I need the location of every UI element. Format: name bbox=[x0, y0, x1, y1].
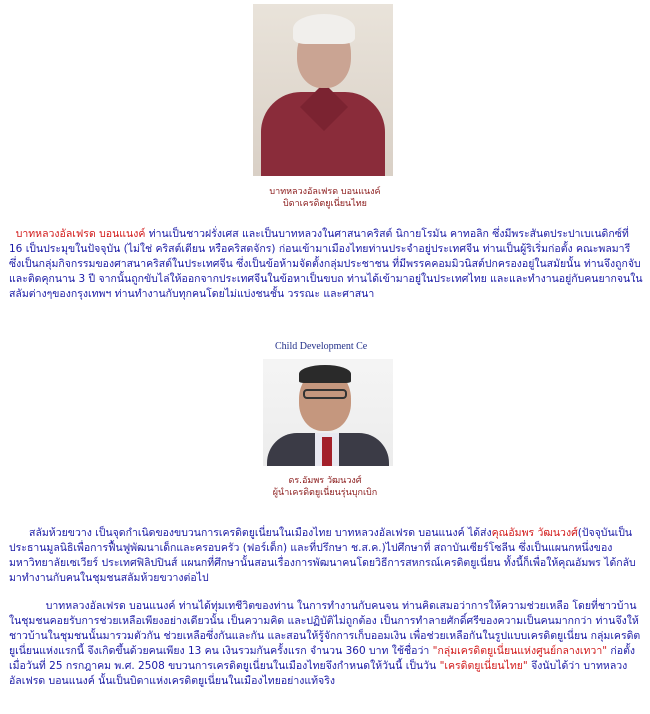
photo2-banner-text: Child Development Ce bbox=[263, 341, 393, 359]
paragraph-huai-khwang bbox=[9, 526, 643, 586]
photo1-hair-shape bbox=[293, 14, 355, 44]
alfred-name-highlight: บาทหลวงอัลเฟรด บอนแนงค์ bbox=[15, 228, 146, 240]
photo1-caption bbox=[200, 186, 450, 210]
photo2-caption bbox=[200, 475, 450, 499]
photo2-caption-line2: ผู้นำเครดิตยูเนี่ยนรุ่นบุกเบิก bbox=[272, 488, 378, 498]
alfred-bonningue-photo bbox=[253, 4, 393, 176]
photo2-tie-shape bbox=[322, 437, 332, 466]
first-union-text-c: จึงนับได้ว่า บาทหลวงอัลเฟรด บอนแนงค์ นั้นเป็นบิดาแห่งเครดิตยูเนี่ยนในเมืองไทยอย่างแท้จริง bbox=[9, 660, 628, 687]
photo2-glasses-shape bbox=[303, 389, 347, 399]
thai-credit-union-day-highlight: "เครดิตยูเนี่ยนไทย" bbox=[439, 660, 528, 672]
first-union-text-a: บาทหลวงอัลเฟรด บอนแนงค์ ท่านได้ทุ่มเทชีวิตของท่าน ในการทำงานกับคนจน ท่านคิดเสมอว่าการให้ความช่วยเหลือ โดยที่ชาวบ้านในชุมชนคอยรับการช่วยเหลือเพียงอย่างเดียวนั้น เป็นความคิด และปฏิบัติไม่ถูกต้อง เป็นการทำลายศักดิ์ศรีของความเป็นคนมากกว่า ท่านจึงให้ชาวบ้านในชุมชนนั้นมารวมตัวกัน ช่วยเหลือซึ่งกันและกัน และสอนให้รู้จักการเก็บออมเงิน เพื่อช่วยเหลือกันในรูปแบบเครดิตยูเนี่ยน กลุ่มเครดิตยูเนี่ยนแห่งแรกนี้ จึงเกิดขึ้นด้วยคนเพียง 13 คน เงินรวมกันครั้งแรก จำนวน 360 บาท ใช้ชื่อว่า bbox=[9, 600, 641, 657]
paragraph-alfred-biography bbox=[9, 227, 643, 302]
paragraph-first-credit-union bbox=[9, 599, 643, 689]
photo1-caption-line2: บิดาเครดิตยูเนี่ยนไทย bbox=[283, 199, 367, 209]
photo2-caption-line1: ดร.อัมพร วัฒนวงศ์ bbox=[288, 476, 362, 486]
amporn-name-highlight: คุณอัมพร วัฒนวงศ์ bbox=[491, 527, 578, 539]
huai-khwang-text-a: สลัมห้วยขวาง เป็นจุดกำเนิดของขบวนการเครดิตยูเนี่ยนในเมืองไทย บาทหลวงอัลเฟรด บอนแนงค์ ได้ส่ง bbox=[29, 527, 492, 539]
photo2-hair-shape bbox=[299, 365, 351, 383]
amporn-wattanawong-photo bbox=[263, 341, 393, 466]
first-union-name-highlight: "กลุ่มเครดิตยูเนี่ยนแห่งศูนย์กลางเทวา" bbox=[432, 645, 608, 657]
first-union-text-b: ก่อตั้งเมื่อวันที่ 25 กรกฎาคม พ.ศ. 2508 ขบวนการเครดิตยูเนี่ยนในเมืองไทยจึงกำหนดให้วันนี้ เป็นวัน bbox=[9, 645, 636, 672]
huai-khwang-text-b: (ปัจจุบันเป็นประธานมูลนิธิเพื่อการฟื้นฟูพัฒนาเด็กและครอบครัว (ฟอร์เด็ก) และที่ปรึกษา ช.ส.ค.)ไปศึกษาที่ สถาบันเซียร์โซลีน ซึ่งเป็นแผนกหนึ่งของ มหาวิทยาลัยเซเวียร์ ประเทศฟิลิปปินส์ แผนกที่ศึกษานั้นสอนเรื่องการพัฒนาคนโดยวิธีการสหกรณ์เครดิตยูเนี่ยน ทั้งนี้ก็เพื่อให้คุณอัมพร ได้กลับมาทำงานกับคนในชุมชนสลัมห้วยขวางต่อไป bbox=[9, 527, 636, 584]
photo1-caption-line1: บาทหลวงอัลเฟรด บอนแนงค์ bbox=[269, 187, 381, 197]
alfred-biography-text: ท่านเป็นชาวฝรั่งเศส และเป็นบาทหลวงในศาสนาคริสต์ นิกายโรมัน คาทอลิก ซึ่งมีพระสันตประปาเบเนดิกซ์ที่ 16 เป็นประมุขในปัจจุบัน (ไม่ใช่ คริสต์เตียน หรือคริสตจักร) ก่อนเข้ามาเมืองไทยท่านประจำอยู่ประเทศจีน ท่านเป็นผู้ริเริ่มก่อตั้ง คณะพลมารี ซึ่งเป็นกลุ่มกิจกรรมของศาสนาคริสต์ในประเทศจีน ซึ่งเป็นข้อห้ามจัดตั้งกลุ่มประชาชน ที่มีพรรคคอมมิวนิสต์ปกครองอยู่ในสมัยนั้น ท่านจึงถูกจับและติดคุกนาน 3 ปี จากนั้นถูกขับไล่ให้ออกจากประเทศจีนในข้อหาเป็นขบถ ท่านได้เข้ามาอยู่ในประเทศไทย และและทำงานอยู่กับคนยากจนในสลัมต่างๆของกรุงเทพฯ ท่านทำงานกับทุกคนโดยไม่แบ่งชนชั้น วรรณะ และศาสนา bbox=[9, 228, 643, 300]
